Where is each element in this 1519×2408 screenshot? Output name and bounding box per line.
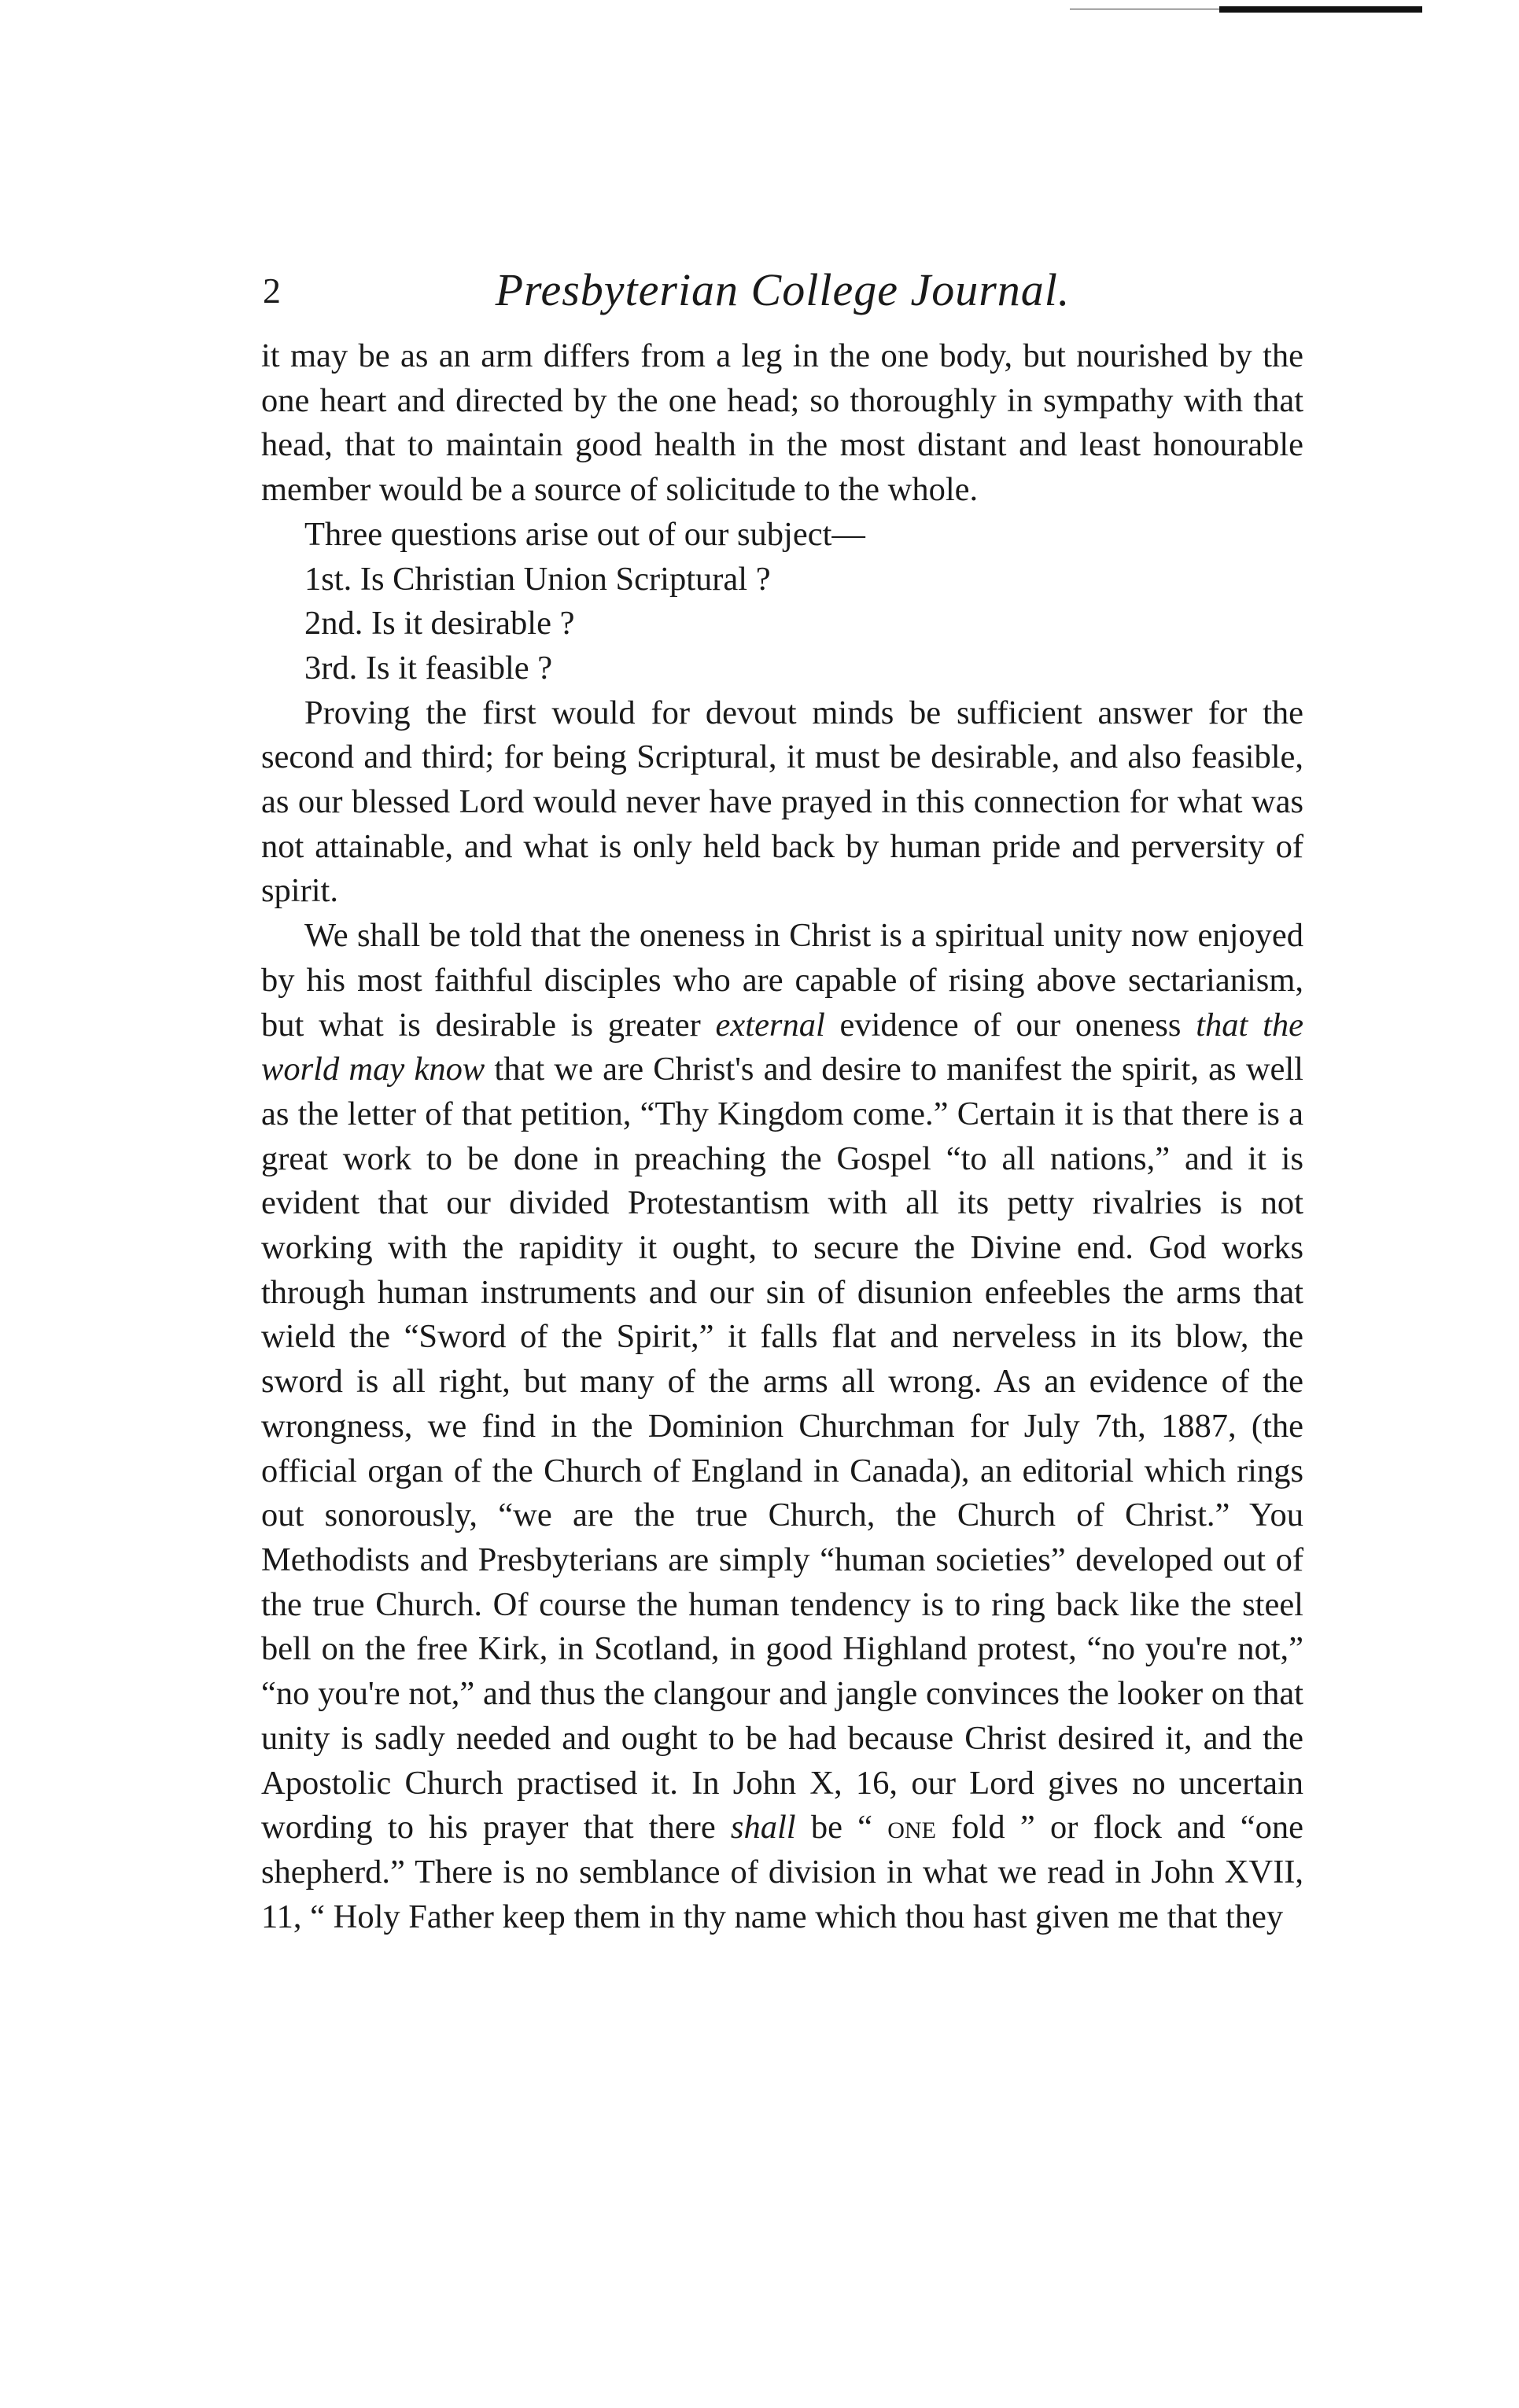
page-header [260,263,1306,334]
emphasis-shall: shall [730,1809,796,1847]
running-title: Presbyterian College Journal. [495,264,1071,315]
paragraph-3: Proving the first would for devout minds be sufficient answer for the second and third; for being Scriptural, it must be desirable, and also feasible, as our blessed Lord would never have prayed in this connection for what was not attainable, and what is only held back by human pride and perversity of spirit. [261,694,1303,910]
paragraph-4-text-d: be “ [795,1809,888,1847]
top-rule-thick-bar [1219,6,1422,13]
paragraph-2: Three questions arise out of our subject— [304,515,865,553]
small-caps-one: one [887,1809,936,1847]
question-3: 3rd. Is it feasible ? [304,649,553,687]
question-1: 1st. Is Christian Union Scriptural ? [304,560,771,598]
question-2: 2nd. Is it desirable ? [304,605,575,643]
body-text [261,334,1303,1939]
paragraph-4-text-e: fold ” or flock and “one shepherd.” There is no semblance of division in what we read in John XVII, 11, “ Holy Father keep them in thy name which thou hast given me that they [261,1809,1303,1935]
paragraph-4-text-c: that we are Christ's and desire to manifest the spirit, as well as the letter of that petition, “Thy Kingdom come.” Certain it is that there is a great work to be done in preaching the Gospel “to all nations,” and it is evident that our divided Protestantism with all its petty rivalries is not working with the rapidity it ought, to secure the Divine end. God works through human instruments and our sin of disunion enfeebles the arms that wield the “Sword of the Spirit,” it falls flat and nerveless in its blow, the sword is all right, but many of the arms all wrong. As an evidence of the wrongness, we find in the Dominion Churchman for July 7th, 1887, (the official organ of the Church of England in Canada), an editorial which rings out sonorously, “we are the true Church, the Church of Christ.” You Methodists and Presbyterians are simply “human societies” developed out of the true Church. Of course the human tendency is to ring back like the steel bell on the free Kirk, in Scotland, in good Highland protest, “no you're not,” “no you're not,” and thus the clangour and jangle convinces the looker on that unity is sadly needed and ought to be had because Christ desired it, and the Apostolic Church practised it. In John X, 16, our Lord gives no uncertain wording to his prayer that there [261,1051,1303,1847]
paragraph-4 [261,914,1303,1939]
page-number: 2 [263,271,281,311]
emphasis-external: external [715,1006,825,1044]
paragraph-4-text-b: evidence of our oneness [824,1006,1196,1044]
top-edge-rule [1070,6,1424,13]
emphasis-world-may-know: that the world may know [261,1006,1303,1088]
paragraph-4-text-a: We shall be told that the oneness in Christ is a spiritual unity now enjoyed by his most faithful disciples who are capable of rising above sectarianism, but what is desirable is greater [261,917,1303,1044]
paragraph-1: it may be as an arm differs from a leg in the one body, but nourished by the one heart and directed by the one head; so thoroughly in sympathy with that head, that to maintain good health in the most distant and least honourable member would be a source of solicitude to the whole. [261,337,1303,509]
